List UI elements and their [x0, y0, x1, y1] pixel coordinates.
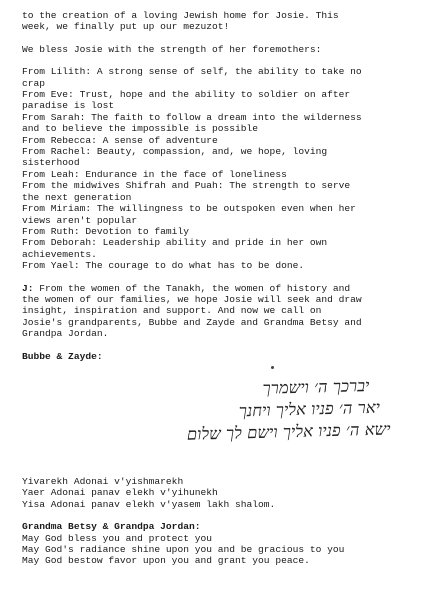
- blessing-line: From the midwives Shifrah and Puah: The strength to serve: [22, 180, 351, 192]
- blessing-line: From Deborah: Leadership ability and pride in her own: [22, 237, 328, 249]
- lower-section: [22, 476, 424, 567]
- intro-line: to the creation of a loving Jewish home for Josie. This: [22, 10, 339, 21]
- blessing-line: paradise is lost: [22, 100, 115, 112]
- grandma-grandpa-heading: Grandma Betsy & Grandpa Jordan:: [22, 521, 201, 533]
- blessing-line: achievements.: [22, 248, 97, 260]
- blessing-line: From Sarah: The faith to follow a dream into the wilderness: [22, 111, 362, 123]
- blessing-line: From Rachel: Beauty, compassion, and, we hope, loving: [22, 146, 328, 158]
- document-page: [22, 10, 424, 362]
- transliteration-block: [22, 476, 424, 510]
- english-blessing-line: May God bless you and protect you: [22, 532, 212, 544]
- ink-dot: [271, 366, 274, 369]
- transliteration-line: Yaer Adonai panav elekh v'yihunekh: [22, 487, 218, 499]
- intro-line: week, we finally put up our mezuzot!: [22, 21, 230, 33]
- blessing-line: From Ruth: Devotion to family: [22, 225, 189, 237]
- j-line: the women of our families, we hope Josie will seek and draw: [22, 293, 362, 305]
- blessing-line: the next generation: [22, 191, 132, 203]
- blessing-line: crap: [22, 77, 46, 89]
- english-blessing-line: May God's radiance shine upon you and be gracious to you: [22, 544, 345, 556]
- hebrew-line: יאר ה׳ פניו אליך ויחנך: [238, 397, 381, 421]
- blessing-line: and to believe the impossible is possible: [22, 123, 259, 135]
- hebrew-handwritten-blessing: [119, 374, 391, 447]
- blessings-list: [22, 66, 424, 271]
- j-line: From the women of the Tanakh, the women of history and: [33, 282, 351, 294]
- transliteration-line: Yivarekh Adonai v'yishmarekh: [22, 476, 184, 487]
- english-blessing-block: [22, 533, 424, 567]
- blessing-line: From Miriam: The willingness to be outspoken even when her: [22, 203, 356, 215]
- blessing-line: From Leah: Endurance in the face of loneliness: [22, 168, 287, 180]
- english-blessing-line: May God bestow favor upon you and grant you peace.: [22, 555, 310, 567]
- j-line: insight, inspiration and support. And now we call on: [22, 305, 322, 317]
- intro-paragraph: [22, 10, 424, 33]
- j-paragraph: [22, 283, 424, 340]
- blessing-line: From Rebecca: A sense of adventure: [22, 134, 218, 146]
- blessing-line: From Lilith: A strong sense of self, the ability to take no: [22, 66, 362, 78]
- foremothers-heading: We bless Josie with the strength of her foremothers:: [22, 43, 322, 55]
- speaker-label: J:: [22, 282, 34, 294]
- blessing-line: From Yael: The courage to do what has to be done.: [22, 260, 305, 272]
- j-line: Grandpa Jordan.: [22, 328, 109, 340]
- blessing-line: From Eve: Trust, hope and the ability to soldier on after: [22, 89, 351, 101]
- transliteration-line: Yisa Adonai panav elekh v'yasem lakh shalom.: [22, 498, 276, 510]
- blessing-line: views aren't popular: [22, 214, 138, 226]
- j-line: Josie's grandparents, Bubbe and Zayde and Grandma Betsy and: [22, 316, 362, 328]
- hebrew-line: ישא ה׳ פניו אליך וישם לך שלום: [186, 419, 391, 444]
- bubbe-zayde-heading: Bubbe & Zayde:: [22, 350, 103, 362]
- hebrew-line: יברכך ה׳ וישמרך: [262, 376, 370, 398]
- blessing-line: sisterhood: [22, 157, 80, 169]
